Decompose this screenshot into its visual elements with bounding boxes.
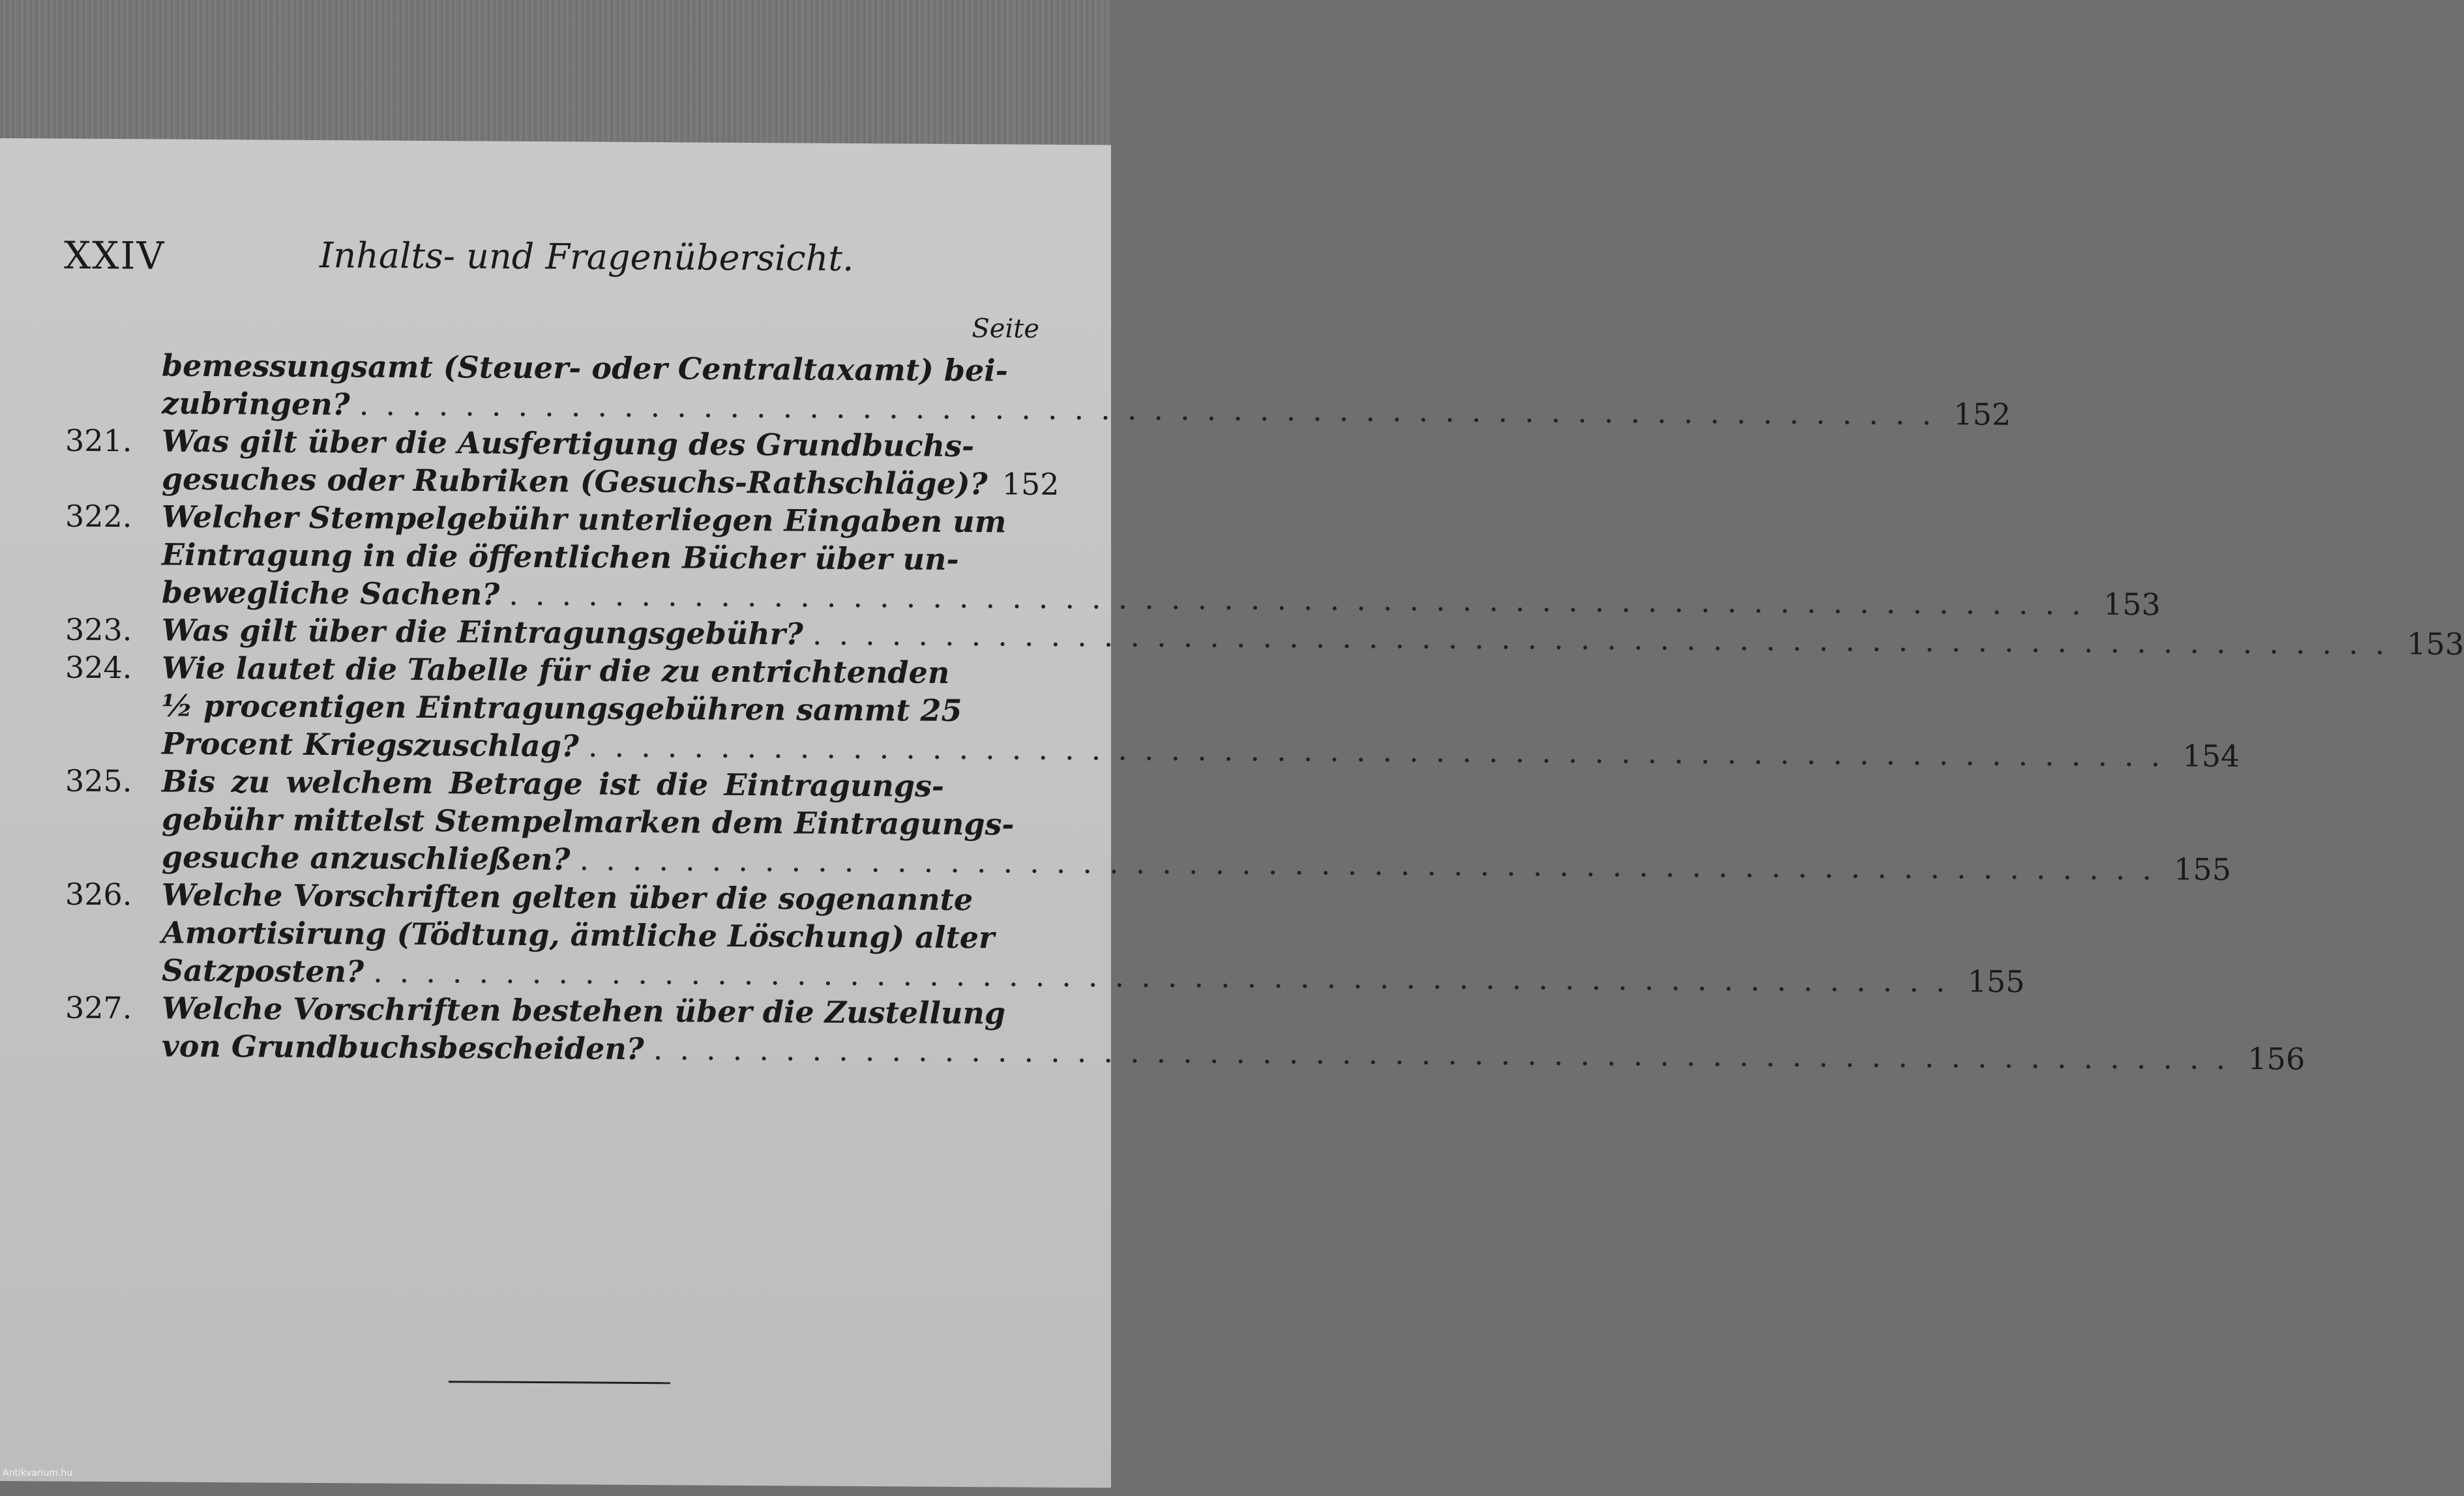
toc-line [65, 573, 2161, 623]
question-number: 323. [65, 611, 132, 648]
toc-line [65, 800, 1043, 843]
question-number [65, 489, 162, 490]
question-number [65, 413, 162, 414]
question-number [65, 602, 162, 603]
page-reference: 152 [1953, 396, 2011, 432]
question-text: zubringen? [162, 385, 350, 422]
toc-line [65, 724, 2240, 774]
leader-dots: ............................................................ [359, 387, 1949, 432]
question-text: Bis zu welchem Betrage ist die Eintragungs- [162, 763, 944, 804]
question-number: 324. [65, 649, 132, 686]
question-number: 326. [65, 876, 132, 913]
leader-dots: ............................................................ [812, 616, 2402, 662]
question-text: gesuche anzuschließen? [162, 839, 571, 877]
question-number [65, 1056, 162, 1057]
page-reference: 152 [1002, 466, 1060, 502]
question-text: Welcher Stempelgebühr unterliegen Eingaben um [162, 499, 1007, 540]
closing-rule [449, 1381, 670, 1384]
book-background [0, 0, 1111, 150]
toc-line [65, 346, 1043, 390]
toc-line [65, 384, 2011, 432]
toc-line [65, 611, 2464, 662]
question-number [65, 867, 162, 868]
toc-line [65, 535, 1043, 579]
page-reference: 155 [1967, 963, 2025, 999]
question-text: Procent Kriegszuschlag? [162, 726, 579, 764]
page-reference: 155 [2174, 851, 2231, 887]
leader-dots: ............................................................ [587, 728, 2178, 774]
seite-label: Seite [972, 314, 1039, 344]
table-of-contents [65, 346, 2464, 1077]
question-text: Welche Vorschriften gelten über die sogenannte [162, 877, 973, 918]
toc-line [65, 649, 1043, 692]
question-number: 327. [65, 990, 132, 1026]
toc-line [65, 951, 2025, 999]
leader-dots: ............................................................ [373, 954, 1963, 999]
question-number [65, 980, 162, 981]
page-title: Inhalts- und Fragenübersicht. [319, 234, 854, 279]
question-text: bemessungsamt (Steuer- oder Centraltaxamt) bei- [162, 347, 1008, 389]
toc-line [65, 838, 2231, 887]
leader-dots: ............................................................ [509, 576, 2098, 622]
question-text: ½ procentigen Eintragungsgebühren sammt 25 [162, 688, 962, 729]
toc-line [65, 989, 1043, 1033]
leader-dots: ............................................................ [579, 842, 2169, 887]
question-number [65, 375, 162, 376]
page-reference: 153 [2103, 586, 2161, 623]
question-text: gebühr mittelst Stempelmarken dem Eintragungs- [162, 801, 1015, 842]
page-number: XXIV [64, 233, 166, 278]
question-text: von Grundbuchsbescheiden? [162, 1028, 644, 1067]
question-text: gesuches oder Rubriken (Gesuchs-Rathschläge)? [162, 461, 988, 502]
page-reference: 154 [2182, 738, 2240, 774]
toc-line [65, 422, 1043, 465]
question-text: Welche Vorschriften bestehen über die Zustellung [162, 990, 1006, 1031]
question-text: Was gilt über die Ausfertigung des Grundbuchs- [162, 423, 975, 464]
book-page [0, 138, 2464, 1488]
toc-line [65, 497, 1043, 541]
watermark: Antikvarium.hu [3, 1468, 73, 1478]
page-reference: 156 [2248, 1041, 2306, 1077]
toc-line [65, 460, 1060, 503]
toc-line [65, 913, 1043, 957]
question-text: Eintragung in die öffentlichen Bücher über un- [162, 536, 959, 577]
question-text: Wie lautet die Tabelle für die zu entrichtenden [162, 650, 950, 690]
toc-line [65, 875, 1043, 919]
question-number: 322. [65, 498, 132, 535]
question-text: Was gilt über die Eintragungsgebühr? [162, 612, 803, 652]
toc-line [65, 686, 1043, 730]
leader-dots: ............................................................ [653, 1031, 2243, 1077]
toc-line [65, 1027, 2306, 1077]
toc-line [65, 762, 1043, 806]
question-number: 325. [65, 763, 132, 799]
question-number: 321. [65, 422, 132, 459]
page-reference: 153 [2407, 626, 2464, 662]
question-text: Satzposten? [162, 952, 364, 990]
question-text: bewegliche Sachen? [162, 574, 500, 612]
running-head [0, 233, 1111, 291]
question-number [65, 829, 162, 830]
question-text: Amortisirung (Tödtung, ämtliche Löschung) alter [162, 915, 995, 956]
